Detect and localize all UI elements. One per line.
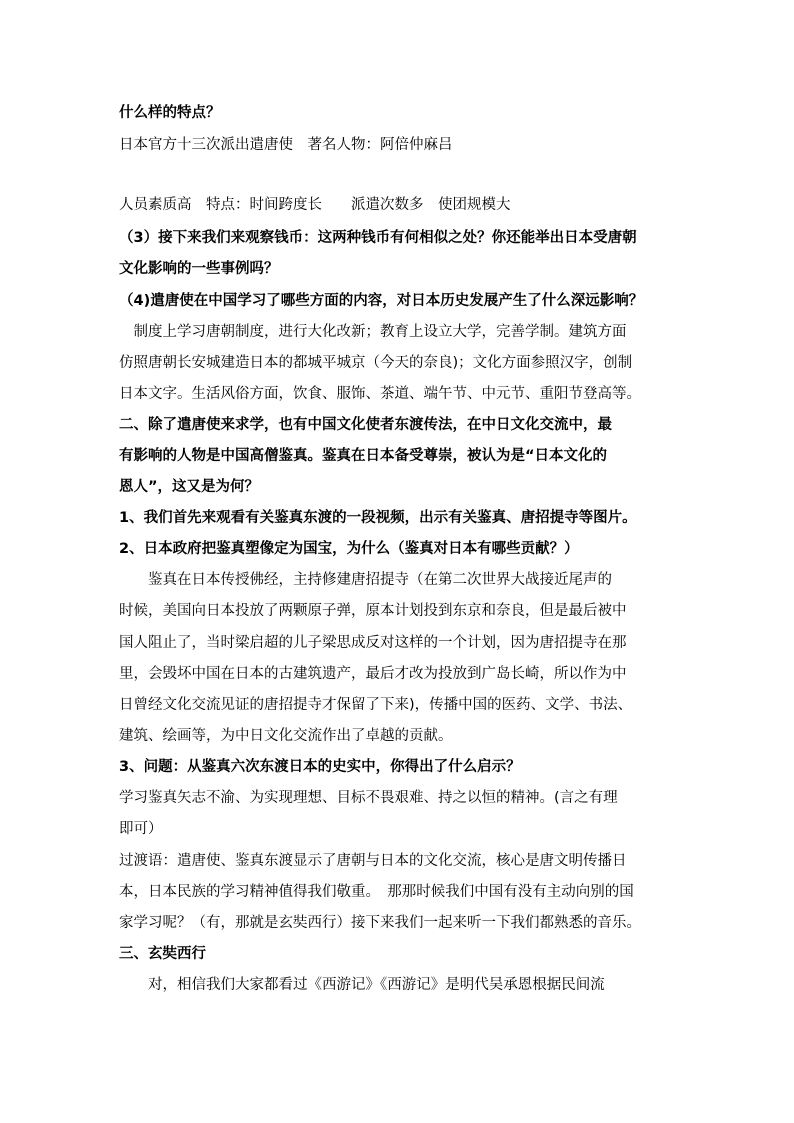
text-line-item-3: 3、问题：从鉴真六次东渡日本的史实中，你得出了什么启示？	[119, 759, 521, 775]
text-line-question-intro: 什么样的特点？	[119, 105, 221, 121]
text-line-answer-4-c: 日本文字。生活风俗方面，饮食、服饰、茶道、端午节、中元节、重阳节登高等。	[119, 386, 641, 402]
text-line-transition-c: 家学习呢？（有，那就是玄奘西行）接下来我们一起来听一下我们都熟悉的音乐。	[119, 915, 641, 931]
text-line-envoy-features: 人员素质高 特点：时间跨度长 派遣次数多 使团规模大	[119, 197, 511, 213]
text-line-item-2: 2、日本政府把鉴真塑像定为国宝，为什么（鉴真对日本有哪些贡献？）	[119, 541, 579, 557]
text-line-question-3-cont: 文化影响的一些事例吗？	[119, 261, 279, 277]
text-line-envoys: 日本官方十三次派出遣唐使 著名人物：阿倍仲麻吕	[119, 137, 453, 153]
text-line-item-1: 1、我们首先来观看有关鉴真东渡的一段视频，出示有关鉴真、唐招提寺等图片。	[119, 510, 637, 526]
text-line-answer-4-a: 制度上学习唐朝制度，进行大化改新；教育上设立大学，完善学制。建筑方面	[119, 324, 627, 340]
text-line-jianzhen-f: 建筑、绘画等，为中日文化交流作出了卓越的贡献。	[119, 728, 453, 744]
text-line-question-3: （3）接下来我们来观察钱币：这两种钱币有何相似之处？你还能举出日本受唐朝	[119, 230, 637, 246]
text-line-jianzhen-e: 日曾经文化交流见证的唐招提寺才保留了下来)，传播中国的医药、文学、书法、	[119, 697, 633, 713]
text-line-transition-a: 过渡语：遣唐使、鉴真东渡显示了唐朝与日本的文化交流，核心是唐文明传播日	[119, 853, 627, 869]
text-line-jianzhen-d: 里，会毁坏中国在日本的古建筑遗产，最后才改为投放到广岛长崎，所以作为中	[119, 666, 627, 682]
text-line-answer-4-b: 仿照唐朝长安城建造日本的都城平城京（今天的奈良)；文化方面参照汉字，创制	[119, 355, 633, 371]
text-line-jianzhen-a: 鉴真在日本传授佛经，主持修建唐招提寺（在第二次世界大战接近尾声的	[119, 572, 612, 588]
text-line-xiyouji: 对，相信我们大家都看过《西游记》《西游记》是明代吴承恩根据民间流	[119, 977, 605, 993]
section-heading-two: 二、除了遣唐使来求学，也有中国文化使者东渡传法，在中日文化交流中，最	[119, 417, 612, 433]
text-line-question-4: （4)遣唐使在中国学习了哪些方面的内容，对日本历史发展产生了什么深远影响？	[119, 293, 644, 309]
text-line-jianzhen-c: 国人阻止了，当时梁启超的儿子梁思成反对这样的一个计划，因为唐招提寺在那	[119, 635, 627, 651]
text-line-jianzhen-b: 时候，美国向日本投放了两颗原子弹，原本计划投到东京和奈良，但是最后被中	[119, 603, 627, 619]
section-heading-two-end: 恩人”，这又是为何？	[119, 479, 260, 495]
section-heading-three: 三、玄奘西行	[119, 946, 206, 962]
text-line-answer-3-a: 学习鉴真矢志不渝、为实现理想、目标不畏艰难、持之以恒的精神。(言之有理	[119, 790, 618, 806]
text-line-answer-3-b: 即可）	[119, 821, 163, 837]
section-heading-two-cont: 有影响的人物是中国高僧鉴真。鉴真在日本备受尊崇，被认为是“日本文化的	[119, 448, 608, 464]
text-line-transition-b: 本，日本民族的学习精神值得我们敬重。 那那时候我们中国有没有主动向别的国	[119, 884, 634, 900]
